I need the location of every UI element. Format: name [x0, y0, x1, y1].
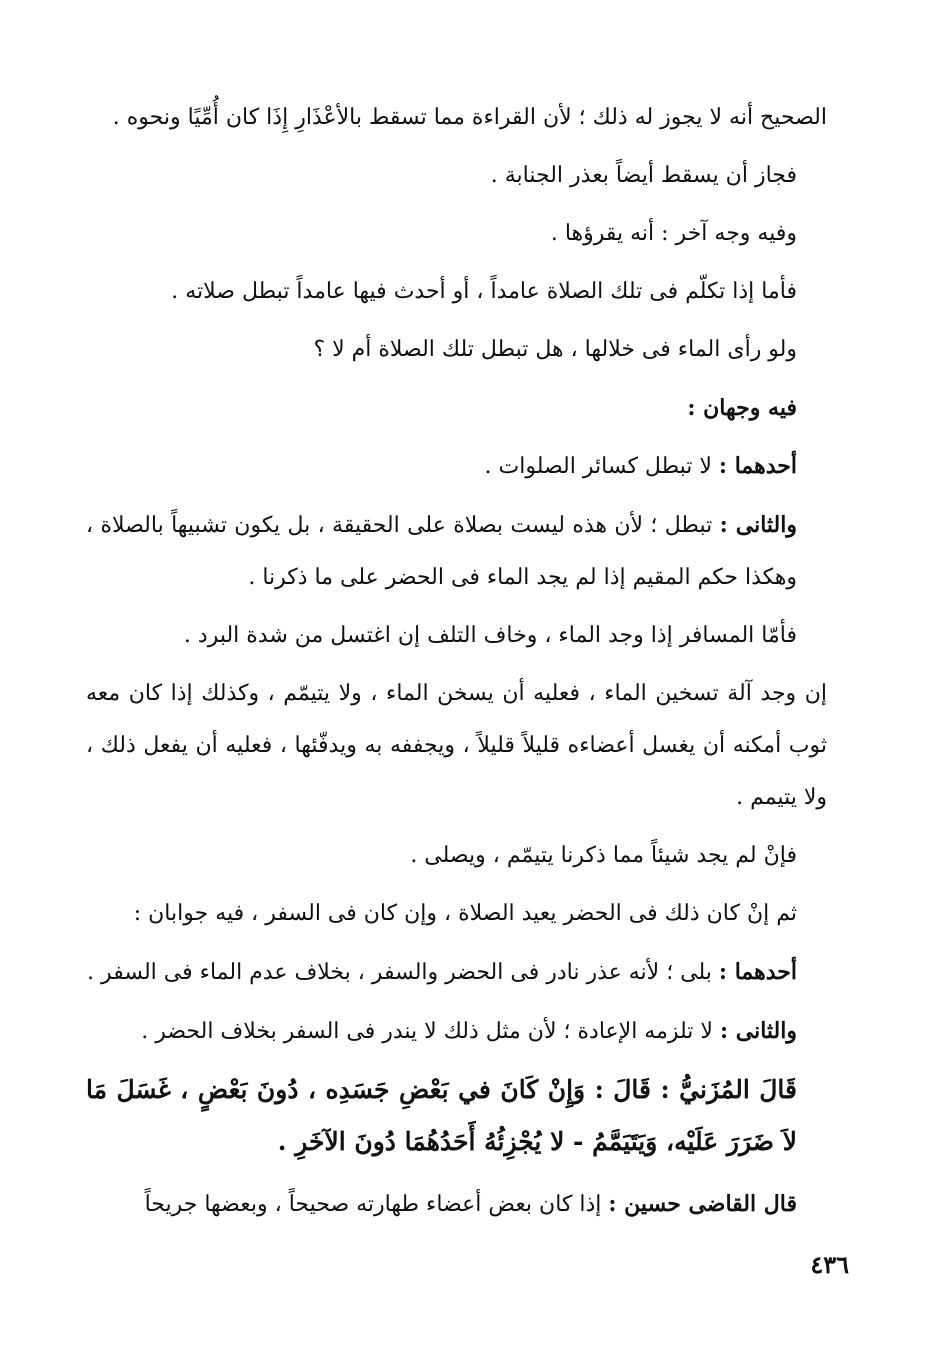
paragraph-lead: أحدهما :: [718, 959, 797, 985]
paragraph-text: ثم إنْ كان ذلك فى الحضر يعيد الصلاة ، وإن كان فى السفر ، فيه جوابان :: [133, 901, 797, 926]
paragraph-11: [86, 830, 827, 882]
paragraph-10: [86, 668, 827, 824]
paragraph-5: [86, 324, 827, 376]
paragraph-text: تبطل ؛ لأن هذه ليست بصلاة على الحقيقة ، بل يكون تشبيهاً بالصلاة ، وهكذا حكم المقيم إذا لم يجد الماء فى الحضر على ما ذكرنا .: [86, 513, 797, 590]
paragraph-7: [86, 440, 827, 493]
paragraph-text: بلى ؛ لأنه عذر نادر فى الحضر والسفر ، بخلاف عدم الماء فى السفر .: [87, 960, 719, 985]
paragraph-text: لا تبطل كسائر الصلوات .: [484, 454, 719, 479]
paragraph-8: [86, 499, 827, 604]
paragraph-text: وفيه وجه آخر : أنه يقرؤها .: [550, 221, 797, 246]
paragraph-6: [86, 382, 827, 434]
paragraph-lead: والثانى :: [719, 1018, 797, 1044]
paragraph-text: فأما إذا تكلّم فى تلك الصلاة عامداً ، أو أحدث فيها عامداً تبطل صلاته .: [171, 279, 797, 304]
paragraph-last: [86, 1178, 827, 1231]
paragraph-lead: والثانى :: [719, 512, 797, 538]
paragraph-3: [86, 208, 827, 260]
paragraph-text: فإنْ لم يجد شيئاً مما ذكرنا يتيمّم ، ويصلى .: [410, 843, 797, 868]
paragraph-2: [86, 150, 827, 202]
paragraph-9: [86, 610, 827, 662]
paragraph-text: لا تلزمه الإعادة ؛ لأن مثل ذلك لا يندر فى السفر بخلاف الحضر .: [141, 1019, 720, 1044]
paragraph-text: إن وجد آلة تسخين الماء ، فعليه أن يسخن الماء ، ولا يتيمّم ، وكذلك إذا كان معه ثوب أمكنه أن يغسل أعضاءه قليلاً قليلاً ، ويجففه به ويدفّئها ، فعليه أن يفعل ذلك ، ولا يتيمم .: [86, 681, 827, 810]
paragraph-text: فأمّا المسافر إذا وجد الماء ، وخاف التلف إن اغتسل من شدة البرد .: [183, 623, 797, 648]
paragraph-text: ولو رأى الماء فى خلالها ، هل تبطل تلك الصلاة أم لا ؟: [313, 337, 797, 362]
paragraph-lead: أحدهما :: [718, 453, 797, 479]
paragraph-14: [86, 1005, 827, 1058]
paragraph-4: [86, 266, 827, 318]
muzani-quote: قَالَ المُزَنيُّ : قَالَ : وَإِنْ كَانَ في بَعْضِ جَسَدِه ، دُونَ بَعْضٍ ، غَسَلَ مَا لاَ ضَرَرَ عَلَيْه، وَيَتَيَمَّمُ - لا يُجْزِئُهُ أَحَدُهُمَا دُونَ الآخَرِ .: [86, 1075, 797, 1156]
paragraph-12: [86, 888, 827, 940]
paragraph-text: إذا كان بعض أعضاء طهارته صحيحاً ، وبعضها جريحاً: [144, 1192, 609, 1217]
paragraph-lead: قال القاضى حسين :: [608, 1191, 797, 1217]
paragraph-text: فجاز أن يسقط أيضاً بعذر الجنابة .: [490, 163, 797, 188]
paragraph-13: [86, 946, 827, 999]
page-number: ٤٣٦: [810, 1250, 849, 1279]
paragraph-1: [86, 92, 827, 144]
paragraph-text: الصحيح أنه لا يجوز له ذلك ؛ لأن القراءة مما تسقط بالأعْذَارِ إِذَا كان أُمِّيًا ونحوه .: [112, 105, 827, 130]
paragraph-lead: فيه وجهان :: [687, 395, 797, 421]
